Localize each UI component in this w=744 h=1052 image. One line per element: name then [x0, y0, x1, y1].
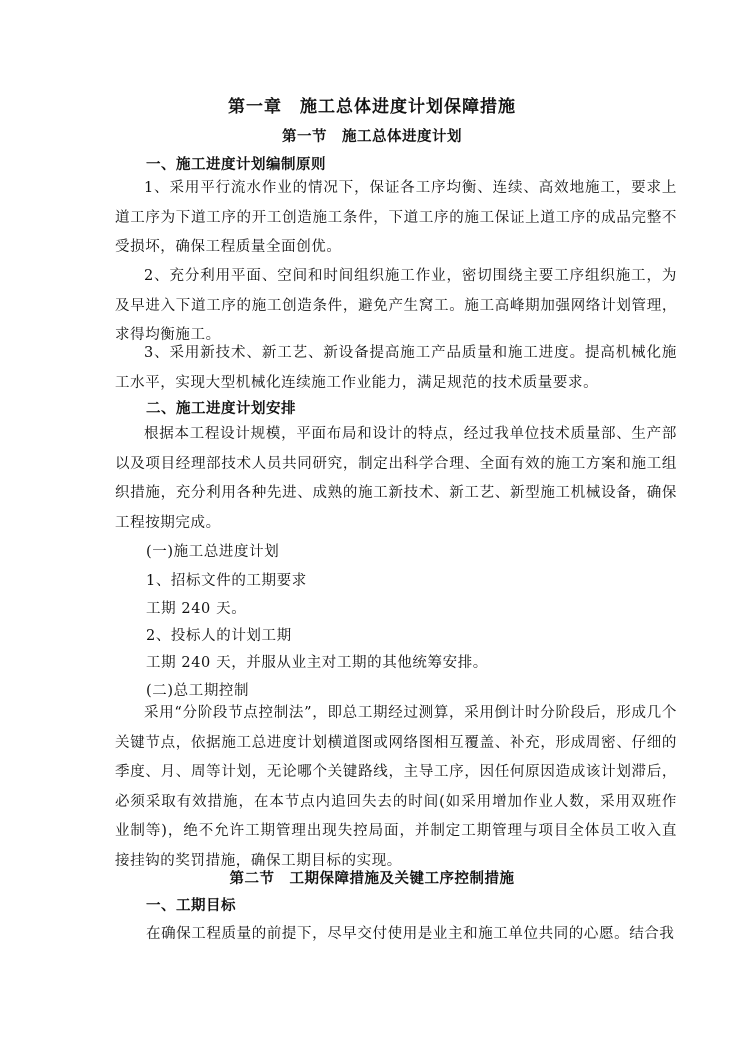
section-title: 第二节 工期保障措施及关键工序控制措施 [229, 871, 515, 887]
paragraph: 在确保工程质量的前提下，尽早交付使用是业主和施工单位共同的心愿。结合我 [146, 926, 675, 942]
paragraph: 根据本工程设计规模，平面布局和设计的特点，经过我单位技术质量部、生产部以及项目经理部技术人员共同研究，制定出科学合理、全面有效的施工方案和施工组织措施，充分利用各种先进、成熟的施工新技术、新工艺、新型施工机械设备，确保工程按期完成。 [115, 426, 677, 531]
list-item: (二)总工期控制 [146, 683, 250, 699]
paragraph: 1、采用平行流水作业的情况下，保证各工序均衡、连续、高效地施工，要求上道工序为下道工序的开工创造施工条件，下道工序的施工保证上道工序的成品完整不受损坏，确保工程质量全面创优。 [115, 180, 677, 255]
paragraph: 采用“分阶段节点控制法”，即总工期经过测算，采用倒计时分阶段后，形成几个关键节点，依据施工总进度计划横道图或网络图相互覆盖、补充，形成周密、仔细的季度、月、周等计划，无论哪个关键路线，主导工序，因任何原因造成该计划滞后，必须采取有效措施，在本节点内追回失去的时间(如采用增加作业人数，采用双班作业制等)，绝不允许工期管理出现失控局面，并制定工期管理与项目全体员工收入直接挂钩的奖罚措施，确保工期目标的实现。 [115, 705, 677, 869]
chapter-title: 第一章 施工总体进度计划保障措施 [228, 97, 516, 117]
list-item-text: 工期 240 天。 [146, 601, 247, 617]
section-title: 第一节 施工总体进度计划 [282, 129, 462, 145]
subsection-heading: 一、施工进度计划编制原则 [146, 157, 326, 173]
list-item: 2、投标人的计划工期 [146, 628, 292, 644]
paragraph: 3、采用新技术、新工艺、新设备提高施工产品质量和施工进度。提高机械化施工水平，实现大型机械化连续施工作业能力，满足规范的技术质量要求。 [115, 345, 677, 391]
list-item: (一)施工总进度计划 [146, 544, 280, 560]
paragraph: 2、充分利用平面、空间和时间组织施工作业，密切围绕主要工序组织施工，为及早进入下道工序的施工创造条件，避免产生窝工。施工高峰期加强网络计划管理，求得均衡施工。 [115, 268, 677, 343]
list-item: 1、招标文件的工期要求 [146, 573, 307, 589]
subsection-heading: 一、工期目标 [146, 898, 236, 914]
subsection-heading: 二、施工进度计划安排 [146, 401, 296, 417]
list-item-text: 工期 240 天，并服从业主对工期的其他统筹安排。 [146, 655, 488, 671]
